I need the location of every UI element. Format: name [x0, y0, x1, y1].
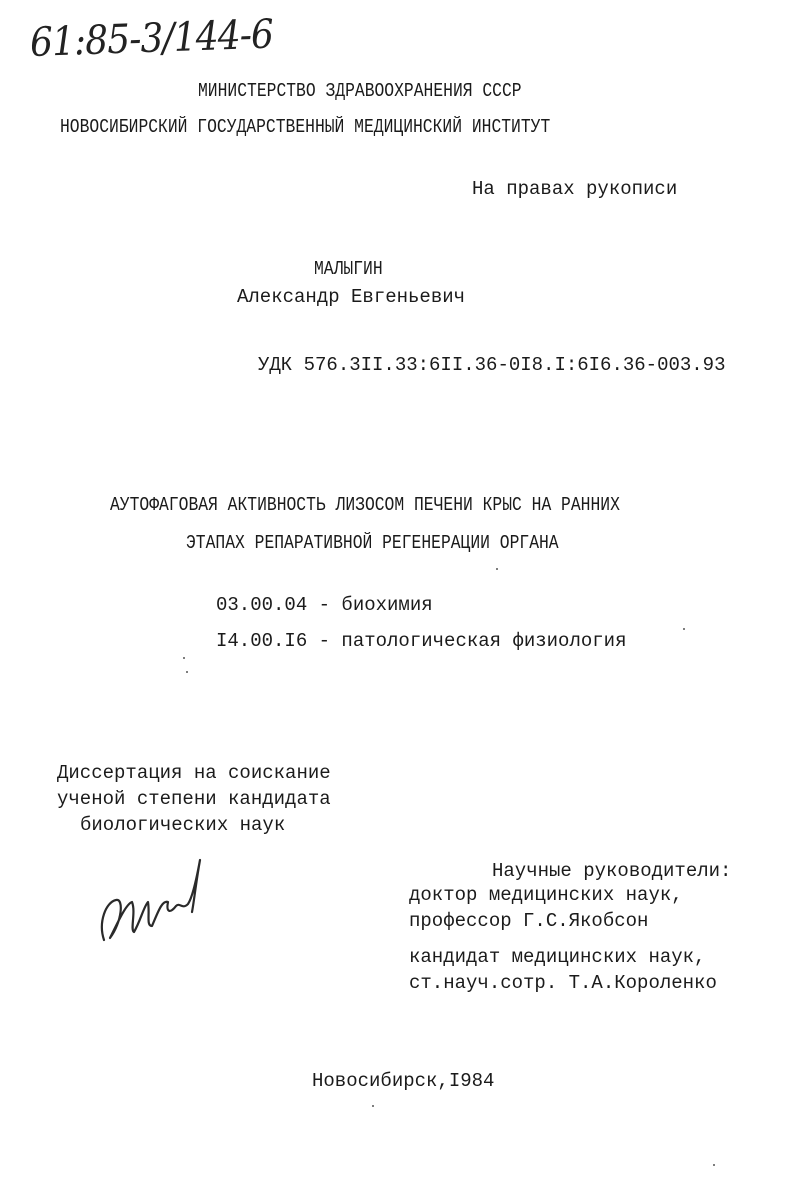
- institute-heading: НОВОСИБИРСКИЙ ГОСУДАРСТВЕННЫЙ МЕДИЦИНСКИЙ ИНСТИТУТ: [60, 116, 551, 138]
- specialty-biochemistry: 03.00.04 - биохимия: [216, 594, 433, 616]
- scan-speck: [183, 657, 185, 659]
- scan-speck: [713, 1164, 715, 1166]
- scan-speck: [683, 628, 685, 630]
- specialty-pathophysiology: I4.00.I6 - патологическая физиология: [216, 630, 627, 652]
- handwritten-signature: [96, 852, 226, 952]
- dissertation-title-line-2: ЭТАПАХ РЕПАРАТИВНОЙ РЕГЕНЕРАЦИИ ОРГАНА: [186, 532, 559, 554]
- scan-speck: [186, 671, 188, 673]
- rights-note: На правах рукописи: [472, 178, 678, 200]
- city-year-footer: Новосибирск,I984: [312, 1070, 495, 1092]
- dissertation-title-line-1: АУТОФАГОВАЯ АКТИВНОСТЬ ЛИЗОСОМ ПЕЧЕНИ КРЫС НА РАННИХ: [110, 494, 620, 516]
- archive-code-handwritten: 61:85-3/144-6: [29, 11, 274, 66]
- author-surname: МАЛЫГИН: [314, 258, 383, 280]
- udk-code: УДК 576.3II.33:6II.36-0I8.I:6I6.36-003.93: [258, 354, 726, 376]
- supervisor-1-degree: доктор медицинских наук,: [409, 884, 683, 906]
- scan-speck: [372, 1105, 374, 1107]
- dissertation-degree-line-1: Диссертация на соискание: [57, 762, 331, 784]
- scan-speck: [496, 568, 498, 570]
- ministry-heading: МИНИСТЕРСТВО ЗДРАВООХРАНЕНИЯ СССР: [198, 80, 522, 102]
- author-given-names: Александр Евгеньевич: [237, 286, 466, 308]
- supervisor-1-name: профессор Г.С.Якобсон: [409, 910, 649, 932]
- supervisor-2-name: ст.науч.сотр. Т.А.Короленко: [409, 972, 717, 994]
- dissertation-degree-line-2: ученой степени кандидата: [57, 788, 331, 810]
- supervisors-heading: Научные руководители:: [492, 860, 732, 882]
- dissertation-degree-line-3: биологических наук: [80, 814, 286, 836]
- supervisor-2-degree: кандидат медицинских наук,: [409, 946, 706, 968]
